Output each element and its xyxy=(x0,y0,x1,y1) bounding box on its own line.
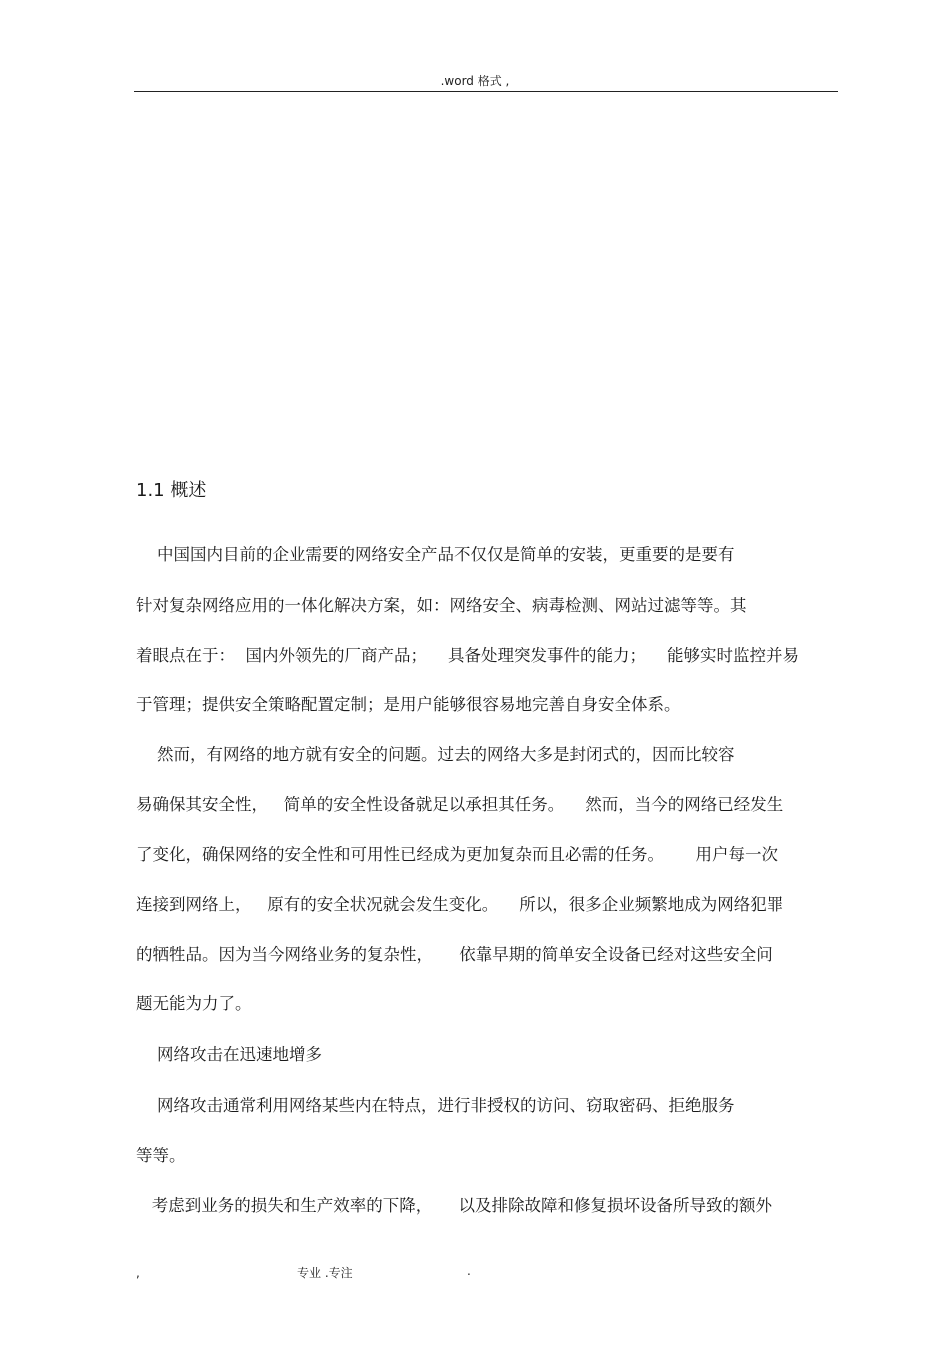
footer-left-mark: , xyxy=(136,1266,140,1280)
body-line: 网络攻击通常利用网络某些内在特点，进行非授权的访问、窃取密码、拒绝服务 xyxy=(136,1096,735,1115)
page-footer: 专业 .专注 xyxy=(297,1266,353,1280)
body-line: 网络攻击在迅速地增多 xyxy=(136,1045,322,1064)
body-line: 题无能为力了。 xyxy=(136,994,252,1013)
body-line: 考虑到业务的损失和生产效率的下降， 以及排除故障和修复损坏设备所导致的额外 xyxy=(136,1196,772,1215)
page-header: .word 格式 , xyxy=(440,74,510,88)
body-line: 着眼点在于： 国内外领先的厂商产品； 具备处理突发事件的能力； 能够实时监控并易 xyxy=(136,646,799,665)
body-line: 等等。 xyxy=(136,1146,186,1165)
body-line: 于管理；提供安全策略配置定制；是用户能够很容易地完善自身安全体系。 xyxy=(136,695,681,714)
body-line: 然而，有网络的地方就有安全的问题。过去的网络大多是封闭式的，因而比较容 xyxy=(136,745,735,764)
section-heading: 1.1 概述 xyxy=(136,480,207,501)
header-divider xyxy=(134,91,838,92)
body-line: 的牺牲品。因为当今网络业务的复杂性， 依靠早期的简单安全设备已经对这些安全问 xyxy=(136,945,773,964)
body-line: 了变化，确保网络的安全性和可用性已经成为更加复杂而且必需的任务。 用户每一次 xyxy=(136,845,778,864)
body-line: 针对复杂网络应用的一体化解决方案，如：网络安全、病毒检测、网站过滤等等。其 xyxy=(136,596,747,615)
body-line: 连接到网络上， 原有的安全状况就会发生变化。 所以，很多企业频繁地成为网络犯罪 xyxy=(136,895,784,914)
footer-right-mark: . xyxy=(467,1264,471,1278)
body-line: 易确保其安全性， 简单的安全性设备就足以承担其任务。 然而，当今的网络已经发生 xyxy=(136,795,784,814)
body-line: 中国国内目前的企业需要的网络安全产品不仅仅是简单的安装，更重要的是要有 xyxy=(136,545,735,564)
